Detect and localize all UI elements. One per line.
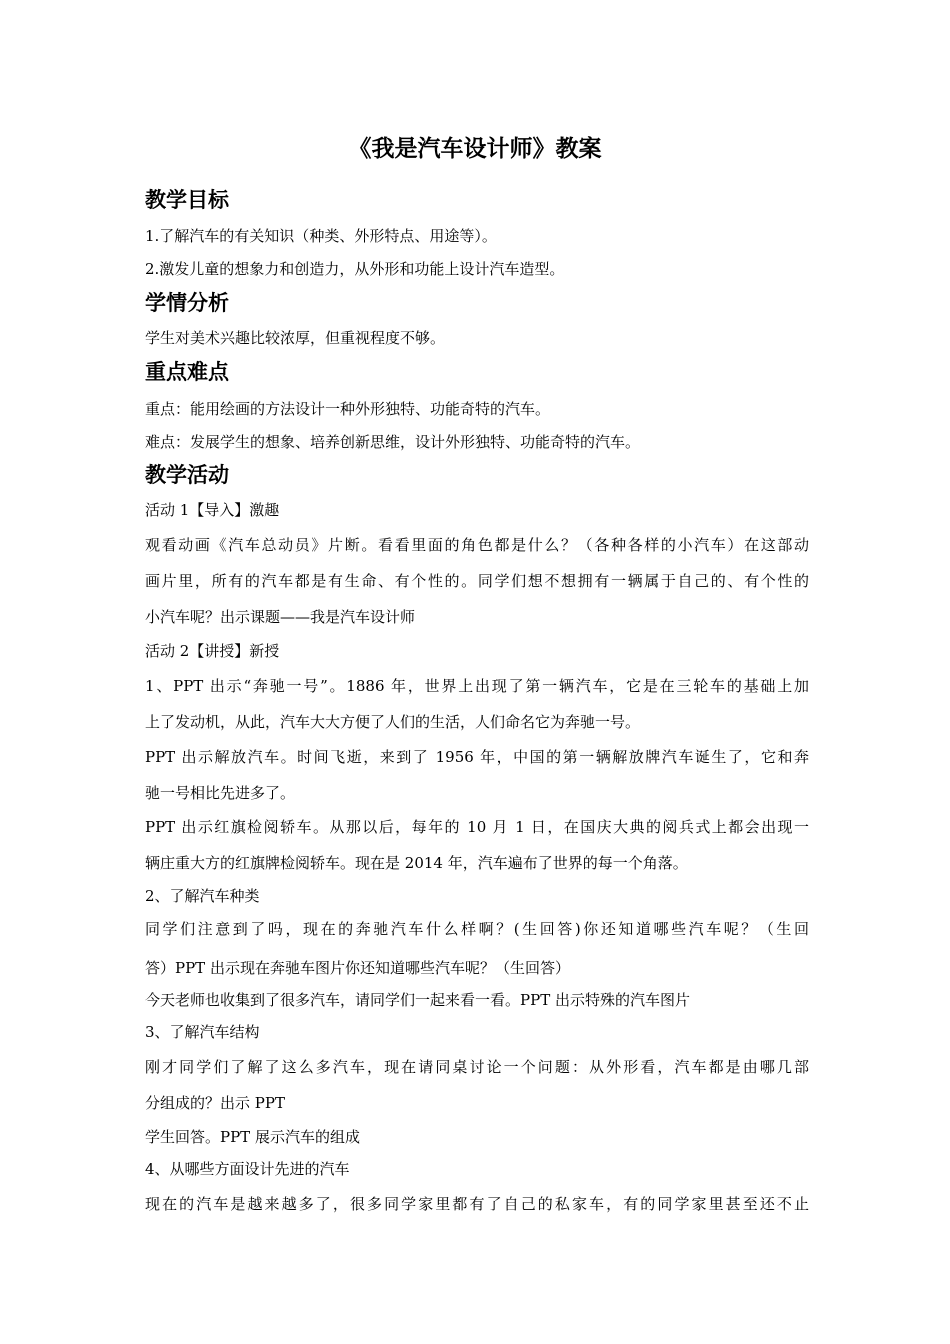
analysis-text: 学生对美术兴趣比较浓厚，但重视程度不够。: [145, 329, 446, 347]
subsection-title: 2、了解汽车种类: [145, 887, 260, 905]
key-point-text: 重点：能用绘画的方法设计一种外形独特、功能奇特的汽车。: [145, 400, 551, 418]
goal-item-2: 2.激发儿童的想象力和创造力，从外形和功能上设计汽车造型。: [145, 260, 565, 278]
activity-2-title: 活动 2【讲授】新授: [145, 642, 280, 660]
paragraph-line: PPT 出示红旗检阅轿车。从那以后，每年的 10 月 1 日，在国庆大典的阅兵式上都会出现一: [145, 818, 809, 836]
paragraph-line: 观看动画《汽车总动员》片断。看看里面的角色都是什么？（各种各样的小汽车）在这部动: [145, 536, 809, 554]
paragraph-line: 今天老师也收集到了很多汽车，请同学们一起来看一看。PPT 出示特殊的汽车图片: [145, 991, 690, 1009]
subsection-title: 4、从哪些方面设计先进的汽车: [145, 1160, 350, 1178]
paragraph-line: 画片里，所有的汽车都是有生命、有个性的。同学们想不想拥有一辆属于自己的、有个性的: [145, 572, 809, 590]
heading-teaching-goals: 教学目标: [145, 188, 229, 212]
paragraph-line: 答）PPT 出示现在奔驰车图片你还知道哪些汽车呢？（生回答）: [145, 959, 570, 977]
paragraph-line: 同学们注意到了吗，现在的奔驰汽车什么样啊？(生回答)你还知道哪些汽车呢？（生回: [145, 920, 809, 938]
paragraph-line: 小汽车呢？出示课题——我是汽车设计师: [145, 608, 416, 626]
paragraph-line: 学生回答。PPT 展示汽车的组成: [145, 1128, 360, 1146]
heading-teaching-activities: 教学活动: [145, 463, 229, 487]
paragraph-line: 驰一号相比先进多了。: [145, 784, 296, 802]
document-title: 《我是汽车设计师》教案: [348, 136, 602, 162]
paragraph-line: 上了发动机，从此，汽车大大方便了人们的生活，人们命名它为奔驰一号。: [145, 713, 641, 731]
paragraph-line: 1、PPT 出示“奔驰一号”。1886 年，世界上出现了第一辆汽车，它是在三轮车的基础上加: [145, 677, 809, 695]
paragraph-line: 现在的汽车是越来越多了，很多同学家里都有了自己的私家车，有的同学家里甚至还不止: [145, 1195, 809, 1213]
paragraph-line: 刚才同学们了解了这么多汽车，现在请同桌讨论一个问题：从外形看，汽车都是由哪几部: [145, 1058, 809, 1076]
paragraph-line: 辆庄重大方的红旗牌检阅轿车。现在是 2014 年，汽车遍布了世界的每一个角落。: [145, 854, 688, 872]
goal-item-1: 1.了解汽车的有关知识（种类、外形特点、用途等）。: [145, 227, 497, 245]
paragraph-line: PPT 出示解放汽车。时间飞逝，来到了 1956 年，中国的第一辆解放牌汽车诞生了，它和奔: [145, 748, 809, 766]
subsection-title: 3、了解汽车结构: [145, 1023, 260, 1041]
heading-key-difficult-points: 重点难点: [145, 360, 229, 384]
paragraph-line: 分组成的？出示 PPT: [145, 1094, 285, 1112]
activity-1-title: 活动 1【导入】激趣: [145, 501, 280, 519]
heading-student-analysis: 学情分析: [145, 291, 229, 315]
difficult-point-text: 难点：发展学生的想象、培养创新思维，设计外形独特、功能奇特的汽车。: [145, 433, 641, 451]
